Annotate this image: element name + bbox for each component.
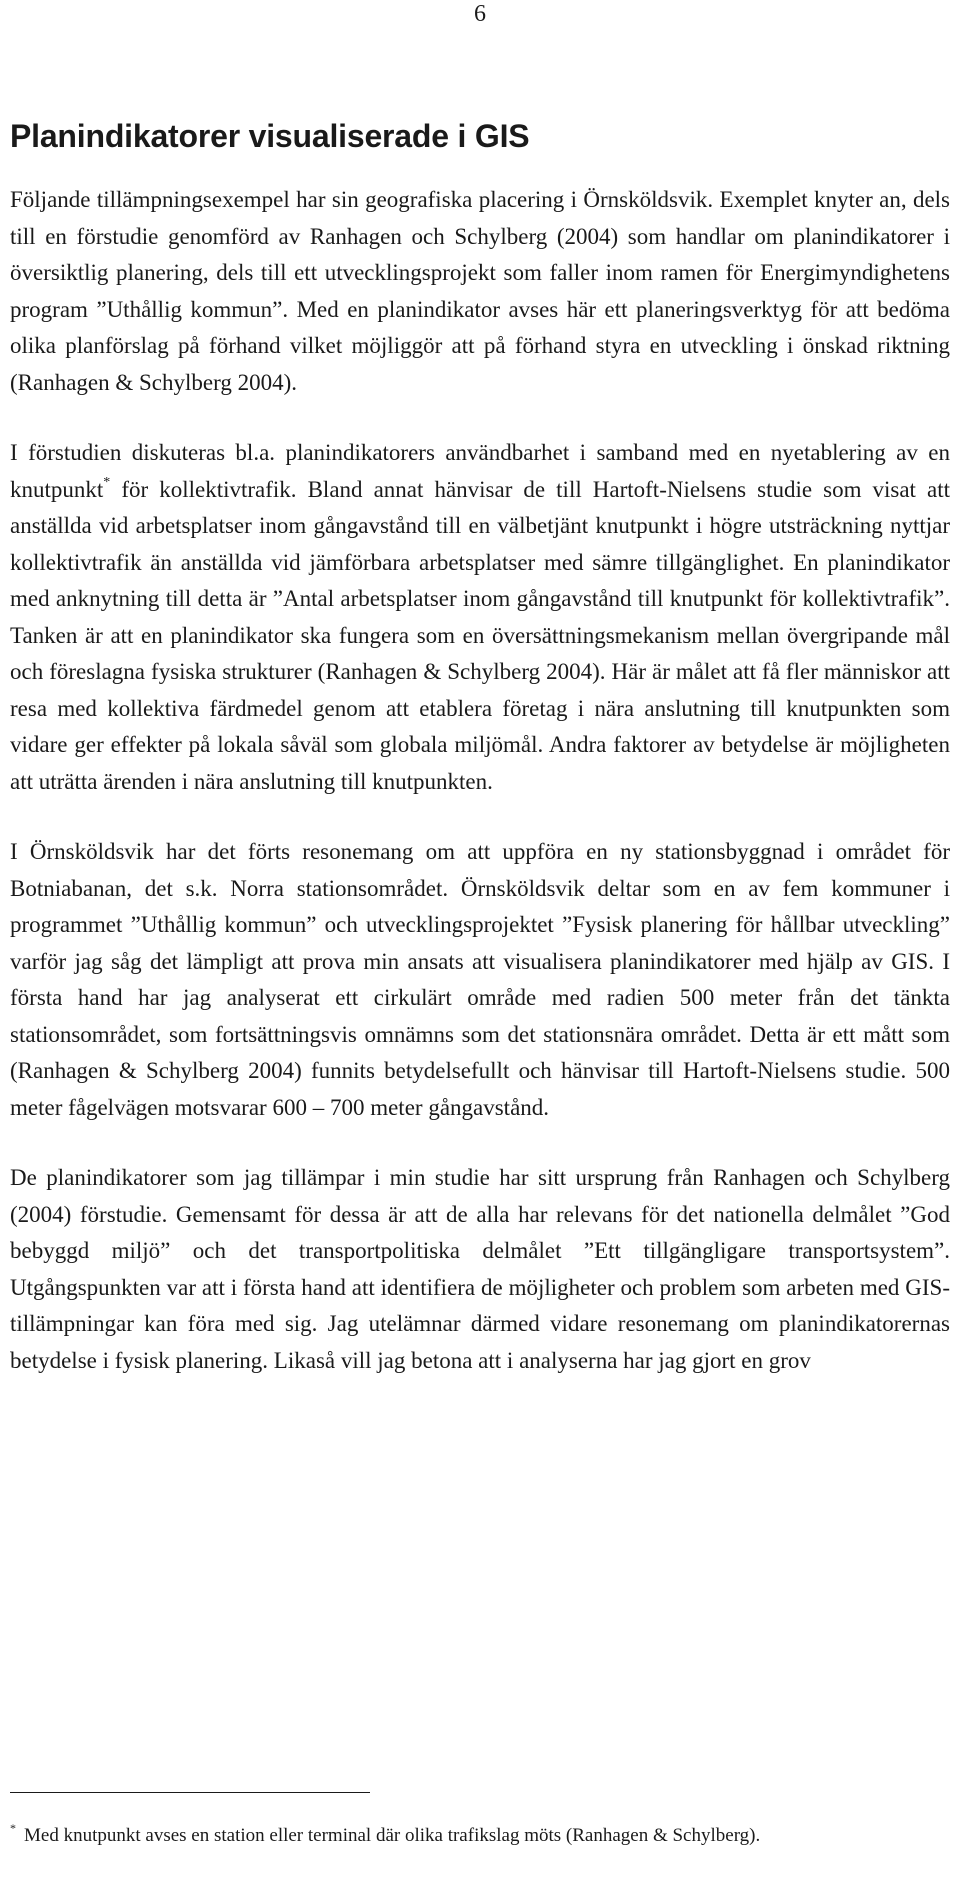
paragraph-3: I Örnsköldsvik har det förts resonemang om att uppföra en ny stationsbyggnad i området för Botniabanan, det s.k. Norra stationsområdet. Örnsköldsvik deltar som en av fem kommuner i programmet ”Uthållig kommun” och utvecklingsprojektet ”Fysisk planering för hållbar utveckling” varför jag såg det lämpligt att prova min ansats att visualisera planindikatorer med hjälp av GIS. I första hand har jag analyserat ett cirkulärt område med radien 500 meter från det tänkta stationsområdet, som fortsättningsvis omnämns som det stationsnära området. Detta är ett mått som (Ranhagen & Schylberg 2004) funnits betydelsefullt och hänvisar till Hartoft-Nielsens studie. 500 meter fågelvägen motsvarar 600 – 700 meter gångavstånd. <box>10 839 950 1120</box>
section-heading: Planindikatorer visualiserade i GIS <box>10 118 530 154</box>
paragraph-2 <box>10 435 950 800</box>
paragraph-1: Följande tillämpningsexempel har sin geografiska placering i Örnsköldsvik. Exemplet knyter an, dels till en förstudie genomförd av Ranhagen och Schylberg (2004) som handlar om planindikatorer i översiktlig planering, dels till ett utvecklingsprojekt som faller inom ramen för Energimyndighetens program ”Uthållig kommun”. Med en planindikator avses här ett planeringsverktyg för att bedöma olika planförslag på förhand vilket möjliggör att på förhand styra en utveckling i önskad riktning (Ranhagen & Schylberg 2004). <box>10 187 950 395</box>
paragraph-2-text-start: I förstudien diskuteras bl.a. planindikatorers användbarhet i samband med en nyetablering av en knutpunkt <box>10 440 950 502</box>
paragraph-4: De planindikatorer som jag tillämpar i min studie har sitt ursprung från Ranhagen och Schylberg (2004) förstudie. Gemensamt för dessa är att de alla har relevans för det nationella delmålet ”God bebyggd miljö” och det transportpolitiska delmålet ”Ett tillgängligare transportsystem”. Utgångspunkten var att i första hand att identifiera de möjligheter och problem som arbeten med GIS-tillämpningar kan föra med sig. Jag utelämnar därmed vidare resonemang om planindikatorernas betydelse i fysisk planering. Likaså vill jag betona att i analyserna har jag gjort en grov <box>10 1165 950 1373</box>
page-number: 6 <box>474 1 486 27</box>
paragraph-2-text-end: för kollektivtrafik. Bland annat hänvisar de till Hartoft-Nielsens studie som visat att anställda vid arbetsplatser inom gångavstånd till en välbetjänt knutpunkt i högre utsträckning nyttjar kollektivtrafik än anställda vid jämförbara arbetsplatser med sämre tillgänglighet. En planindikator med anknytning till detta är ”Antal arbetsplatser inom gångavstånd till knutpunkt för kollektivtrafik”. Tanken är att en planindikator ska fungera som en översättningsmekanism mellan övergripande mål och föreslagna fysiska strukturer (Ranhagen & Schylberg 2004). Här är målet att få fler människor att resa med kollektiva färdmedel genom att etablera företag i nära anslutning till knutpunkten som vidare ger effekter på lokala såväl som globala miljömål. Andra faktorer av betydelse är möjligheten att uträtta ärenden i nära anslutning till knutpunkten. <box>10 476 950 794</box>
body-text <box>10 182 950 1379</box>
footnote-marker: * <box>10 1820 16 1835</box>
footnote-reference-marker[interactable]: * <box>103 474 111 490</box>
footnote-divider <box>10 1792 370 1793</box>
footnote-text: Med knutpunkt avses en station eller terminal där olika trafikslag möts (Ranhagen & Schylberg). <box>24 1825 761 1846</box>
footnote <box>10 1820 950 1851</box>
